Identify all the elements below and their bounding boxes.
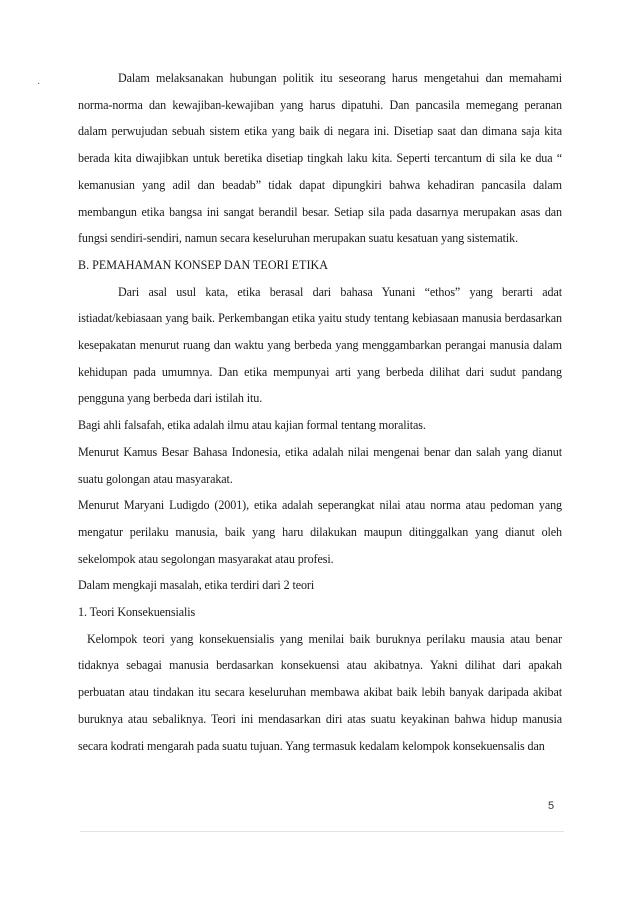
paragraph-philosophy-definition: Bagi ahli falsafah, etika adalah ilmu atau kajian formal tentang moralitas.: [78, 418, 426, 433]
page-number: 5: [548, 800, 555, 812]
paragraph-consequentialist: Kelompok teori yang konsekuensialis yang menilai baik buruknya perilaku mausia atau benar tidaknya sebagai manusia berdasarkan konsekuensi atau akibatnya. Yakni dilihat dari apakah perbuatan atau tindakan itu secara keseluruhan membawa akibat baik lebih banyak daripada akibat buruknya atau sebaliknya. Teori ini mendasarkan diri atas suatu keyakinan bahwa hidup manusia secara kodrati mengarah pada suatu tujuan. Yang termasuk kedalam kelompok konsekuensalis dan: [78, 631, 562, 753]
list-item-consequentialist-title: 1. Teori Konsekuensialis: [78, 605, 196, 620]
paragraph-kbbi-definition: Menurut Kamus Besar Bahasa Indonesia, etika adalah nilai mengenai benar dan salah yang dianut suatu golongan atau masyarakat.: [78, 444, 562, 486]
paragraph-etymology: Dari asal usul kata, etika berasal dari bahasa Yunani “ethos” yang berarti adat istiadat/kebiasaan yang baik. Perkembangan etika yaitu study tentang kebiasaan manusia berdasarkan kesepakatan menurut ruang dan waktu yang berbeda yang menggambarkan perangai manusia dalam kehidupan pada umumnya. Dan etika mempunyai arti yang berbeda dilihat dari sudut pandang pengguna yang berbeda dari istilah itu.: [78, 284, 562, 406]
margin-mark: ·: [37, 79, 41, 90]
page-body: [78, 65, 562, 759]
paragraph-ludigdo-definition: Menurut Maryani Ludigdo (2001), etika adalah seperangkat nilai atau norma atau pedoman yang mengatur perilaku manusia, baik yang haru dilakukan maupun ditinggalkan yang dianut oleh sekelompok atau segolongan masyarakat atau profesi.: [78, 498, 562, 566]
paragraph-theories-intro: Dalam mengkaji masalah, etika terdiri dari 2 teori: [78, 578, 315, 593]
footer-divider: [80, 831, 564, 832]
section-heading: B. PEMAHAMAN KONSEP DAN TEORI ETIKA: [78, 257, 328, 272]
paragraph-intro: Dalam melaksanakan hubungan politik itu seseorang harus mengetahui dan memahami norma-norma dan kewajiban-kewajiban yang harus dipatuhi. Dan pancasila memegang peranan dalam perwujudan sebuah sistem etika yang baik di negara ini. Disetiap saat dan dimana saja kita berada kita diwajibkan untuk beretika disetiap tingkah laku kita. Seperti tercantum di sila ke dua “ kemanusian yang adil dan beadab” tidak dapat dipungkiri bahwa kehadiran pancasila dalam membangun etika bangsa ini sangat berandil besar. Setiap sila pada dasarnya merupakan asas dan fungsi sendiri-sendiri, namun secara keseluruhan merupakan suatu kesatuan yang sistematik.: [78, 71, 562, 246]
